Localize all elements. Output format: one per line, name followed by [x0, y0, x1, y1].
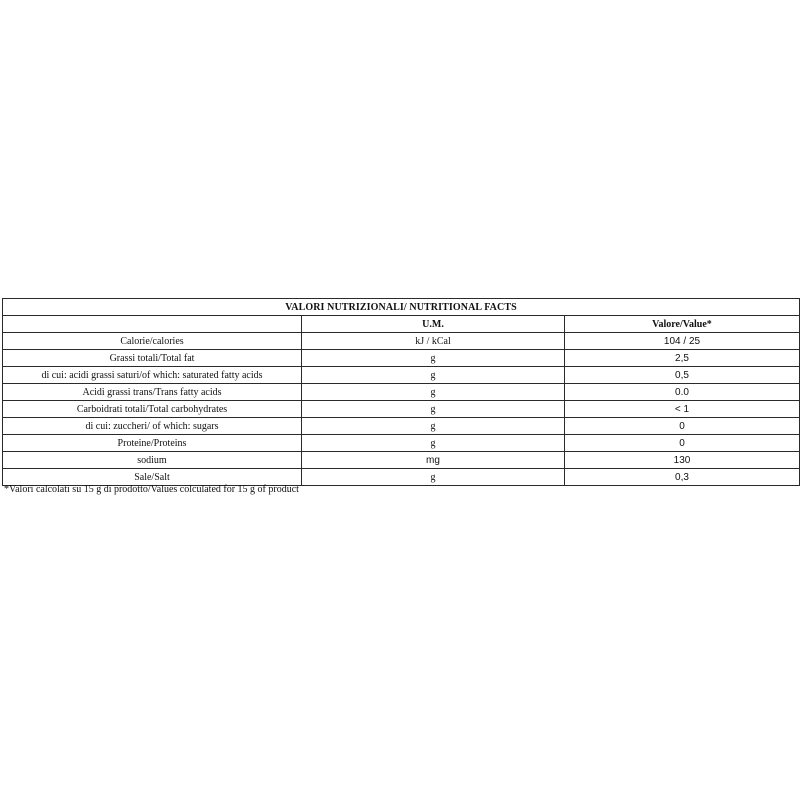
header-nutrient	[3, 316, 302, 333]
table-title-row	[3, 299, 800, 316]
table-row	[3, 452, 800, 469]
nutrient-cell: di cui: acidi grassi saturi/of which: saturated fatty acids	[3, 367, 302, 384]
table-row	[3, 469, 800, 486]
value-cell: 0	[565, 435, 800, 452]
value-cell: 130	[565, 452, 800, 469]
value-cell: 0,5	[565, 367, 800, 384]
nutrient-cell: di cui: zuccheri/ of which: sugars	[3, 418, 302, 435]
nutrient-cell: Grassi totali/Total fat	[3, 350, 302, 367]
nutrient-cell: Sale/Salt	[3, 469, 302, 486]
unit-cell: g	[302, 469, 565, 486]
value-cell: 0	[565, 418, 800, 435]
nutrient-cell: sodium	[3, 452, 302, 469]
unit-cell: g	[302, 401, 565, 418]
table-title: VALORI NUTRIZIONALI/ NUTRITIONAL FACTS	[3, 299, 800, 316]
table-row	[3, 333, 800, 350]
nutrition-facts-table	[2, 298, 800, 486]
footnote: *Valori calcolati su 15 g di prodotto/Values colculated for 15 g of product	[4, 484, 299, 495]
table-row	[3, 418, 800, 435]
unit-cell: g	[302, 350, 565, 367]
table-header-row	[3, 316, 800, 333]
value-cell: 0.0	[565, 384, 800, 401]
table-row	[3, 435, 800, 452]
unit-cell: g	[302, 418, 565, 435]
header-unit: U.M.	[302, 316, 565, 333]
value-cell: < 1	[565, 401, 800, 418]
value-cell: 0,3	[565, 469, 800, 486]
nutrient-cell: Acidi grassi trans/Trans fatty acids	[3, 384, 302, 401]
unit-cell: g	[302, 367, 565, 384]
value-cell: 104 / 25	[565, 333, 800, 350]
unit-cell: kJ / kCal	[302, 333, 565, 350]
unit-cell: mg	[302, 452, 565, 469]
header-value: Valore/Value*	[565, 316, 800, 333]
table-row	[3, 384, 800, 401]
table-row	[3, 350, 800, 367]
nutrient-cell: Proteine/Proteins	[3, 435, 302, 452]
unit-cell: g	[302, 384, 565, 401]
table-row	[3, 401, 800, 418]
table-row	[3, 367, 800, 384]
nutrient-cell: Carboidrati totali/Total carbohydrates	[3, 401, 302, 418]
value-cell: 2,5	[565, 350, 800, 367]
nutrient-cell: Calorie/calories	[3, 333, 302, 350]
unit-cell: g	[302, 435, 565, 452]
